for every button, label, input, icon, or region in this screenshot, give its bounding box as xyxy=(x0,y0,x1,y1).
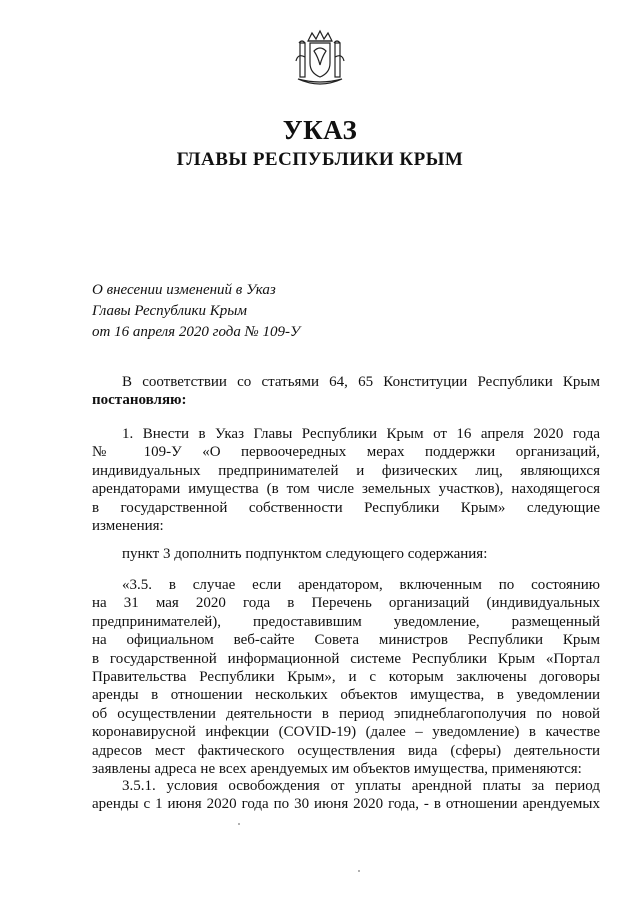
text-line: Правительства Республики Крым», и с которым заключены договоры xyxy=(92,669,600,686)
text-line: пункт 3 дополнить подпунктом следующего содержания: xyxy=(122,546,488,562)
text-line: индивидуальных предпринимателей и физических лиц, являющихся xyxy=(92,462,600,479)
paragraph-3 xyxy=(92,576,600,778)
text-line: в государственной собственности Республики Крым» следующие xyxy=(92,499,600,516)
text-line: на официальном веб-сайте Совета министров Республики Крым xyxy=(92,632,600,649)
decree-subtitle: ГЛАВЫ РЕСПУБЛИКИ КРЫМ xyxy=(176,149,464,170)
text-line: № 109-У «О первоочередных мерах поддержки организаций, xyxy=(92,444,600,461)
paragraph-4 xyxy=(92,777,600,814)
text-line: 3.5.1. условия освобождения от уплаты арендной платы за период xyxy=(122,778,600,794)
text-line: 1. Внести в Указ Главы Республики Крым от 16 апреля 2020 года xyxy=(122,426,600,442)
text-line: арендаторами имущества (в том числе земельных участков), находящегося xyxy=(92,481,600,498)
text-line: в государственной информационной системе Республики Крым «Портал xyxy=(92,650,600,667)
text-line: аренды в отношении нескольких объектов имущества, в уведомлении xyxy=(92,687,600,704)
intro-paragraph xyxy=(92,373,600,410)
subject-line: от 16 апреля 2020 года № 109-У xyxy=(92,324,301,340)
intro-text: В соответствии со статьями 64, 65 Конституции Республики Крым xyxy=(122,374,600,390)
text-line: на 31 мая 2020 года в Перечень организаций (индивидуальных xyxy=(92,595,600,612)
text-line: адресов мест фактического осуществления вида (сферы) деятельности xyxy=(92,742,600,759)
decree-title: УКАЗ xyxy=(282,115,358,145)
coat-of-arms-icon xyxy=(290,27,350,91)
scan-speck xyxy=(238,823,240,825)
subject-line: О внесении изменений в Указ xyxy=(92,282,276,298)
text-line: аренды с 1 июня 2020 года по 30 июня 2020 года, - в отношении арендуемых xyxy=(92,796,600,813)
scan-speck xyxy=(358,870,360,872)
decree-subject xyxy=(92,280,392,343)
text-line: заявлены адреса не всех арендуемых им объектов имущества, применяются: xyxy=(92,761,582,778)
paragraph-2 xyxy=(92,545,600,563)
text-line: изменения: xyxy=(92,518,164,535)
intro-decision: постановляю: xyxy=(92,392,187,409)
text-line: «3.5. в случае если арендатором, включенным по состоянию xyxy=(122,577,600,593)
text-line: предпринимателей), предоставившим уведомление, размещенный xyxy=(92,613,600,630)
text-line: коронавирусной инфекции (COVID-19) (далее – уведомление) в качестве xyxy=(92,724,600,741)
text-line: об осуществлении деятельности в период эпиднеблагополучия по новой xyxy=(92,705,600,722)
subject-line: Главы Республики Крым xyxy=(92,303,247,319)
paragraph-1 xyxy=(92,425,600,535)
